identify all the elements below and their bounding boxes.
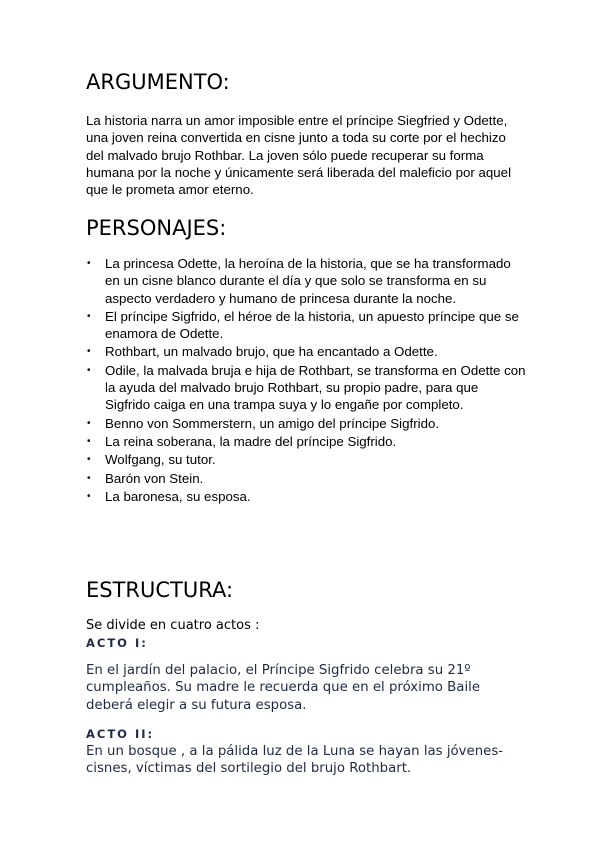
bullet-icon: • (87, 310, 91, 322)
argumento-paragraph: La historia narra un amor imposible entre el príncipe Siegfried y Odette, una joven reina convertida en cisne junto a toda su corte por el hechizo del malvado brujo Rothbar. La joven sólo puede recuperar su forma humana por la noche y únicamente será liberada del maleficio por aquel que le prometa amor eterno. (86, 113, 512, 198)
list-item-text: Odile, la malvada bruja e hija de Rothbart, se transforma en Odette con la ayuda del malvado brujo Rothbart, su propio padre, para que Sigfrido caiga en una trampa suya y lo engañe por completo. (105, 362, 526, 413)
list-item-text: La reina soberana, la madre del príncipe Sigfrido. (105, 433, 397, 449)
bullet-icon: • (87, 454, 91, 466)
list-item-text: Barón von Stein. (105, 470, 204, 486)
acto1-label: ACTO I: (86, 636, 148, 650)
bullet-icon: • (87, 472, 91, 484)
personajes-heading: PERSONAJES: (86, 216, 227, 240)
list-item (86, 308, 526, 343)
bullet-icon: • (87, 346, 91, 358)
list-item-text: La baronesa, su esposa. (105, 488, 251, 504)
bullet-icon: • (87, 258, 91, 269)
acto1-text: En el jardín del palacio, el Príncipe Sigfrido celebra su 21º cumpleaños. Su madre le recuerda que en el próximo Baile deberá elegir a su futura esposa. (86, 663, 481, 713)
argumento-heading: ARGUMENTO: (86, 70, 230, 94)
estructura-intro: Se divide en cuatro actos : (86, 618, 260, 633)
list-item-text: Rothbart, un malvado brujo, que ha encantado a Odette. (105, 344, 438, 360)
list-item (86, 362, 526, 414)
list-item-text: La princesa Odette, la heroína de la historia, que se ha transformado en un cisne blanco durante el día y que solo se transforma en su aspecto verdadero y humano de princesa durante la noche. (105, 256, 511, 306)
bullet-icon: • (87, 364, 91, 376)
bullet-icon: • (87, 435, 91, 447)
list-item (86, 415, 526, 432)
acto2-label: ACTO II: (86, 727, 155, 741)
acto2-text: En un bosque , a la pálida luz de la Luna se hayan las jóvenes-cisnes, víctimas del sortilegio del brujo Rothbart. (86, 744, 504, 777)
list-item-text: Wolfgang, su tutor. (105, 452, 216, 468)
list-item (86, 488, 526, 505)
list-item (86, 433, 526, 450)
estructura-heading: ESTRUCTURA: (86, 578, 234, 602)
personajes-list (86, 255, 526, 506)
list-item-text: Benno von Sommerstern, un amigo del príncipe Sigfrido. (105, 415, 440, 431)
list-item (86, 343, 526, 360)
bullet-icon: • (87, 490, 91, 502)
list-item-text: El príncipe Sigfrido, el héroe de la historia, un apuesto príncipe que se enamora de Odette. (105, 308, 519, 342)
list-item (86, 470, 526, 487)
list-item (86, 451, 526, 468)
bullet-icon: • (87, 417, 91, 429)
list-item (86, 255, 526, 307)
